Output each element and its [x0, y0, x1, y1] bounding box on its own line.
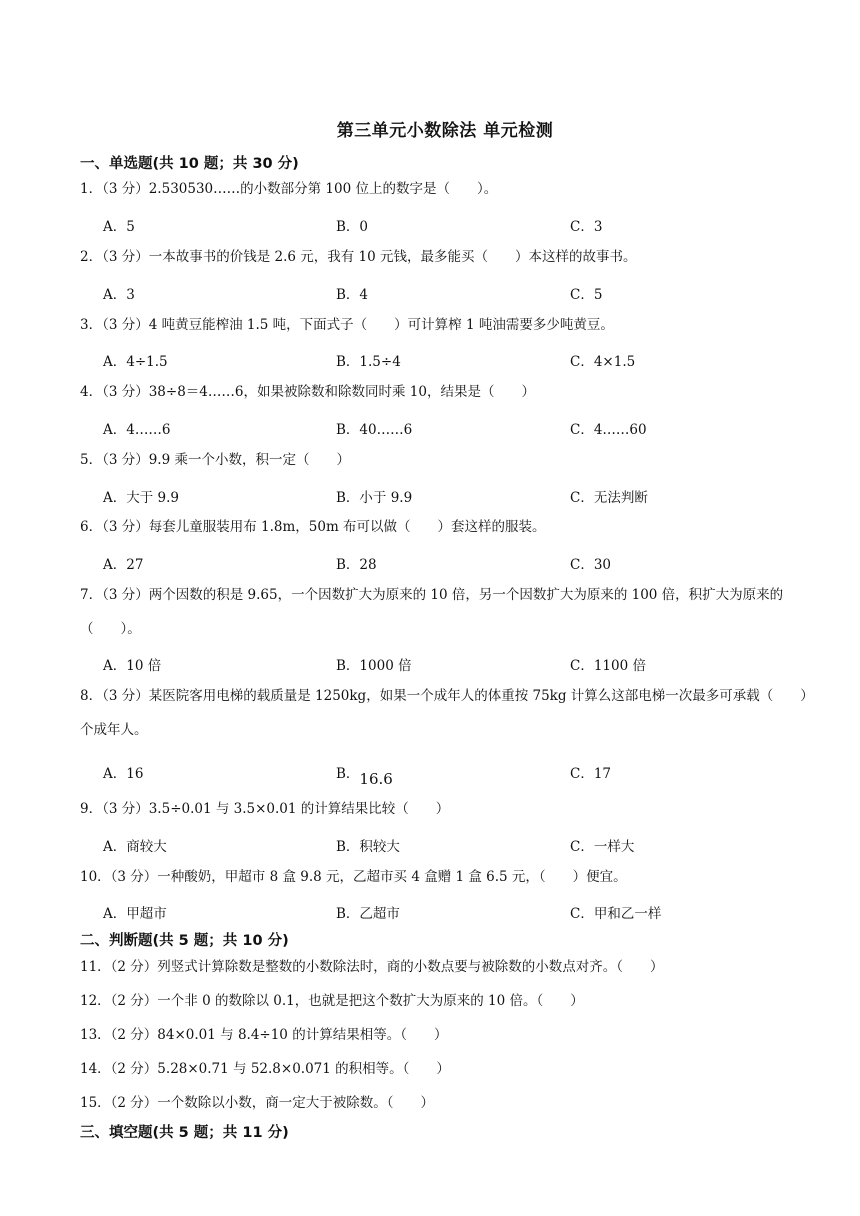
- q2-option-c: C．5: [570, 287, 603, 303]
- q9-option-b: B．积较大: [336, 839, 400, 855]
- page-title: 第三单元小数除法 单元检测: [336, 121, 554, 141]
- q7-option-a: A．10 倍: [103, 658, 162, 674]
- q5-option-b: B．小于 9.9: [336, 490, 413, 506]
- question-4: 4．（3 分）38÷8＝4……6，如果被除数和除数同时乘 10，结果是（ ）: [80, 384, 535, 400]
- question-8: 8．（3 分）某医院客用电梯的载质量是 1250kg，如果一个成年人的体重按 75kg 计算么这部电梯一次最多可承载（ ）个成年人。: [80, 688, 814, 738]
- q6-option-b: B．28: [336, 557, 377, 573]
- q3-option-a: A．4÷1.5: [103, 354, 168, 370]
- question-12: 12．（2 分）一个非 0 的数除以 0.1，也就是把这个数扩大为原来的 10 倍。（ ）: [80, 993, 584, 1009]
- q1-option-c: C．3: [570, 219, 603, 235]
- question-10: 10．（3 分）一种酸奶，甲超市 8 盒 9.8 元，乙超市买 4 盒赠 1 盒 6.5 元，（ ）便宜。: [80, 869, 627, 885]
- question-14: 14．（2 分）5.28×0.71 与 52.8×0.071 的积相等。（ ）: [80, 1061, 450, 1077]
- section-heading-single-choice: 一、单选题(共 10 题；共 30 分): [80, 156, 299, 172]
- q8-option-a: A．16: [103, 766, 144, 782]
- q9-option-a: A．商较大: [103, 839, 167, 855]
- q6-option-c: C．30: [570, 557, 612, 573]
- q9-option-c: C．一样大: [570, 839, 635, 855]
- q4-option-a: A．4……6: [103, 422, 171, 438]
- q1-option-b: B．0: [336, 219, 369, 235]
- q7-option-c: C．1100 倍: [570, 658, 646, 674]
- section-heading-true-false: 二、判断题(共 5 题；共 10 分): [80, 933, 289, 949]
- section-heading-fill-in: 三、填空题(共 5 题；共 11 分): [80, 1125, 289, 1141]
- q4-option-c: C．4……60: [570, 422, 647, 438]
- question-6: 6．（3 分）每套儿童服装用布 1.8m，50m 布可以做（ ）套这样的服装。: [80, 519, 546, 535]
- q8-option-b-label: B．: [336, 766, 360, 782]
- q5-option-c: C．无法判断: [570, 490, 648, 506]
- q6-option-a: A．27: [103, 557, 144, 573]
- q8-option-b-value: 16.6: [359, 770, 393, 788]
- question-9: 9．（3 分）3.5÷0.01 与 3.5×0.01 的计算结果比较（ ）: [80, 801, 450, 817]
- q8-option-c: C．17: [570, 766, 612, 782]
- q2-option-a: A．3: [103, 287, 135, 303]
- q10-option-b: B．乙超市: [336, 906, 400, 922]
- question-2: 2．（3 分）一本故事书的价钱是 2.6 元，我有 10 元钱，最多能买（ ）本这样的故事书。: [80, 249, 637, 265]
- question-13: 13．（2 分）84×0.01 与 8.4÷10 的计算结果相等。（ ）: [80, 1027, 448, 1043]
- q10-option-a: A．甲超市: [103, 906, 167, 922]
- q3-option-c: C．4×1.5: [570, 354, 636, 370]
- q5-option-a: A．大于 9.9: [103, 490, 180, 506]
- q4-option-b: B．40……6: [336, 422, 413, 438]
- question-3: 3．（3 分）4 吨黄豆能榨油 1.5 吨，下面式子（ ）可计算榨 1 吨油需要多少吨黄豆。: [80, 317, 614, 333]
- question-1: 1．（3 分）2.530530……的小数部分第 100 位上的数字是（ ）。: [80, 181, 498, 197]
- q3-option-b: B．1.5÷4: [336, 354, 401, 370]
- q2-option-b: B．4: [336, 287, 369, 303]
- q7-option-b: B．1000 倍: [336, 658, 412, 674]
- question-7: 7．（3 分）两个因数的积是 9.65，一个因数扩大为原来的 10 倍，另一个因数扩大为原来的 100 倍，积扩大为原来的（ ）。: [80, 587, 784, 637]
- q8-option-b: [336, 762, 393, 788]
- q10-option-c: C．甲和乙一样: [570, 906, 662, 922]
- question-15: 15．（2 分）一个数除以小数，商一定大于被除数。（ ）: [80, 1095, 435, 1111]
- q1-option-a: A．5: [103, 219, 135, 235]
- question-5: 5．（3 分）9.9 乘一个小数，积一定（ ）: [80, 452, 350, 468]
- question-11: 11．（2 分）列竖式计算除数是整数的小数除法时，商的小数点要与被除数的小数点对齐。（ ）: [80, 959, 664, 975]
